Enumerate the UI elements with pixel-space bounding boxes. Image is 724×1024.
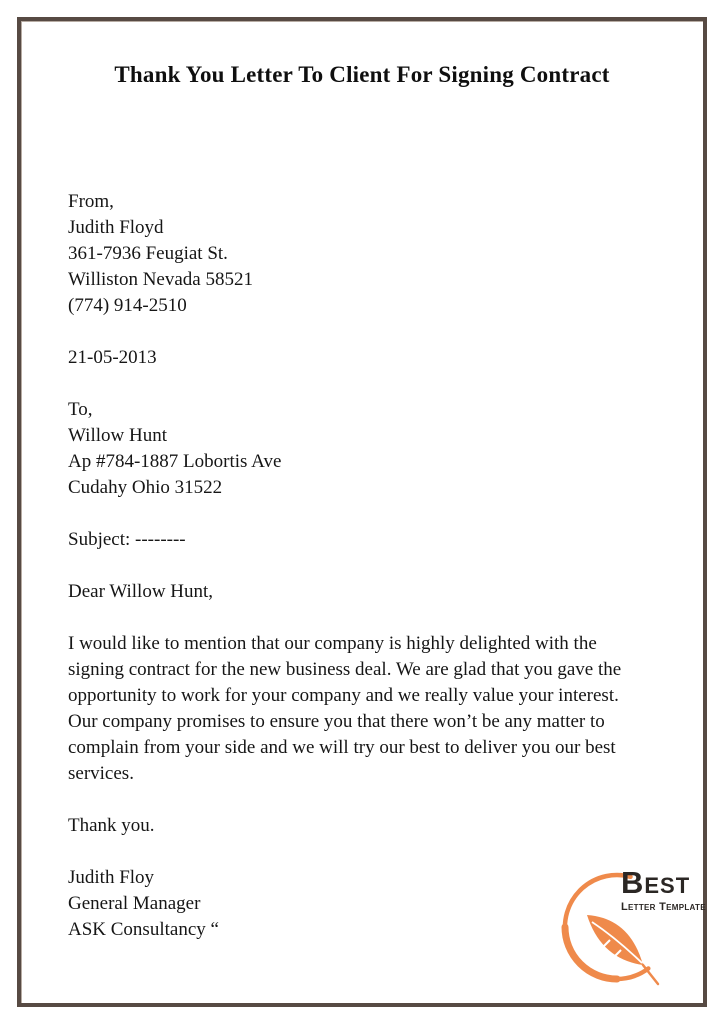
recipient-block: [68, 397, 648, 501]
letter-date: 21-05-2013: [68, 347, 157, 368]
feather-quill: [643, 965, 658, 984]
sender-city: Williston Nevada 58521: [68, 269, 253, 290]
sender-label: From,: [68, 191, 114, 212]
letter-body: [21, 189, 703, 943]
closing: Thank you.: [68, 815, 155, 836]
brand-logo: [560, 862, 705, 992]
recipient-city: Cudahy Ohio 31522: [68, 477, 223, 498]
sender-block: [68, 189, 648, 319]
body-paragraph-1: I would like to mention that our company is highly delighted with the signing contract for the new business deal. We are glad that you gave the opportunity to work for your company and we really value your interest.: [68, 633, 622, 706]
subject-line: Subject: --------: [68, 529, 186, 550]
recipient-street: Ap #784-1887 Lobortis Ave: [68, 451, 282, 472]
sender-phone: (774) 914-2510: [68, 295, 187, 316]
body-paragraph-2: Our company promises to ensure you that there won’t be any matter to complain from your side and we will try our best to deliver you our best services.: [68, 711, 616, 784]
logo-brand-text: Best: [621, 865, 691, 900]
signature-name: Judith Floy: [68, 867, 155, 888]
recipient-name: Willow Hunt: [68, 425, 167, 446]
sender-street: 361-7936 Feugiat St.: [68, 243, 228, 264]
recipient-label: To,: [68, 399, 93, 420]
page-border: [17, 17, 707, 1007]
signature-company: ASK Consultancy “: [68, 919, 219, 940]
sender-name: Judith Floyd: [68, 217, 164, 238]
logo-tagline-text: Letter Template: [621, 901, 706, 913]
letter-title: Thank You Letter To Client For Signing Contract: [114, 62, 610, 87]
signature-title: General Manager: [68, 893, 201, 914]
salutation: Dear Willow Hunt,: [68, 581, 214, 602]
